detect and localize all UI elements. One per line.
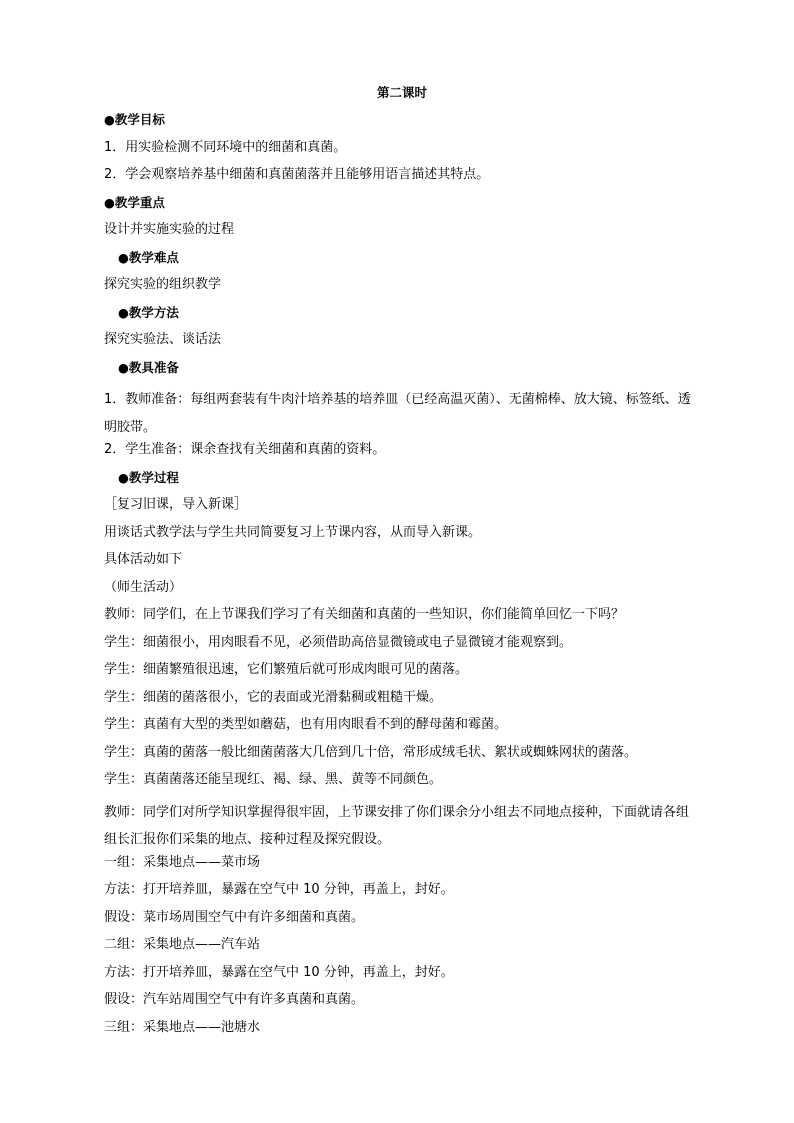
paragraph-line: 假设：汽车站周围空气中有许多真菌和真菌。 — [104, 992, 365, 1007]
paragraph-line: 1．教师准备：每组两套装有牛肉汁培养基的培养皿（已经高温灭菌）、无菌棉棒、放大镜、标签纸、透明胶带。 — [104, 392, 691, 435]
paragraph-line: 方法：打开培养皿，暴露在空气中 10 分钟，再盖上，封好。 — [104, 964, 454, 980]
paragraph-line: 探究实验法、谈话法 — [104, 332, 222, 347]
paragraph-line: 三组：采集地点——池塘水 — [104, 1019, 261, 1035]
paragraph-line: 学生：细菌的菌落很小，它的表面或光滑黏稠或粗糙干燥。 — [104, 689, 443, 705]
document-content — [104, 84, 700, 1046]
section-heading: ●教学方法 — [118, 304, 179, 320]
section-heading: ●教学难点 — [118, 249, 179, 265]
paragraph-line: 学生：真菌菌落还能呈现红、褐、绿、黑、黄等不同颜色。 — [104, 772, 443, 787]
paragraph-line: 学生：细菌很小，用肉眼看不见，必须借助高倍显微镜或电子显微镜才能观察到。 — [104, 634, 573, 650]
section-heading: ●教学重点 — [104, 194, 165, 210]
paragraph-line: 设计并实施实验的过程 — [104, 222, 235, 237]
paragraph-line: 一组：采集地点——菜市场 — [104, 854, 261, 870]
paragraph-line: 1．用实验检测不同环境中的细菌和真菌。 — [104, 139, 347, 155]
paragraph-line: 方法：打开培养皿，暴露在空气中 10 分钟，再盖上，封好。 — [104, 882, 454, 897]
section-heading: ●教具准备 — [118, 359, 179, 375]
paragraph-line: 二组：采集地点——汽车站 — [104, 937, 261, 952]
document-body — [104, 111, 700, 1046]
paragraph-line: 2．学会观察培养基中细菌和真菌菌落并且能够用语言描述其特点。 — [104, 167, 490, 182]
paragraph-line: 假设：菜市场周围空气中有许多细菌和真菌。 — [104, 909, 365, 925]
paragraph-line: 教师：同学们，在上节课我们学习了有关细菌和真菌的一些知识，你们能简单回忆一下吗？ — [104, 607, 625, 622]
paragraph-line: 用谈话式教学法与学生共同简要复习上节课内容，从而导入新课。 — [104, 524, 482, 540]
paragraph-line: 学生：真菌的菌落一般比细菌菌落大几倍到几十倍，常形成绒毛状、絮状或蜘蛛网状的菌落。 — [104, 744, 638, 760]
paragraph-line: 教师：同学们对所学知识掌握得很牢固，上节课安排了你们课余分小组去不同地点接种，下面就请各组组长汇报你们采集的地点、接种过程及探究假设。 — [104, 804, 690, 847]
paragraph-line: 探究实验的组织教学 — [104, 277, 222, 292]
paragraph-line: 学生：真菌有大型的类型如蘑菇，也有用肉眼看不到的酵母菌和霉菌。 — [104, 717, 508, 732]
paragraph-line: 学生：细菌繁殖很迅速，它们繁殖后就可形成肉眼可见的菌落。 — [104, 662, 469, 677]
page-title: 第二课时 — [376, 85, 427, 100]
paragraph-line: 具体活动如下 — [104, 552, 183, 567]
paragraph-line: ［复习旧课，导入新课］ — [104, 497, 248, 512]
paragraph-line: 2．学生准备：课余查找有关细菌和真菌的资料。 — [104, 442, 386, 457]
paragraph-line: （师生活动） — [104, 579, 183, 595]
section-heading: ●教学过程 — [118, 469, 179, 485]
section-heading: ●教学目标 — [104, 112, 165, 127]
